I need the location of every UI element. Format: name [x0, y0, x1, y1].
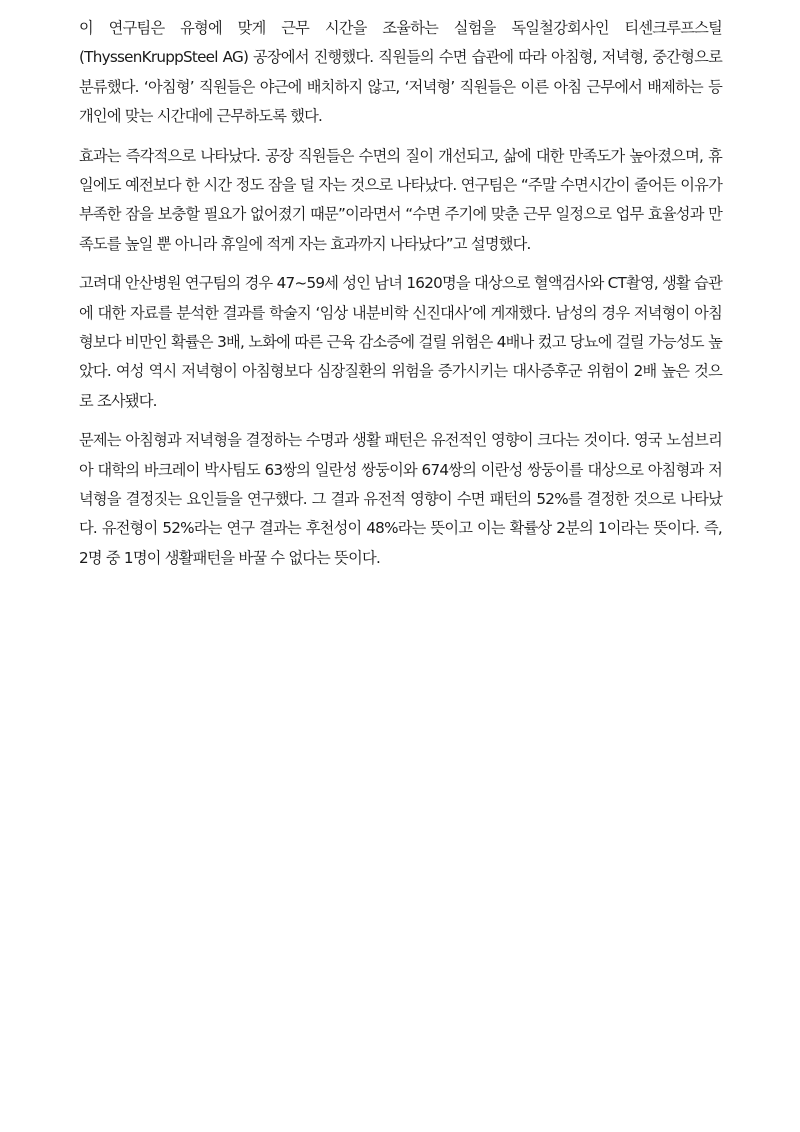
document-body	[79, 14, 722, 583]
paragraph-genetic-influence: 문제는 아침형과 저녁형을 결정하는 수명과 생활 패턴은 유전적인 영향이 크다는 것이다. 영국 노섬브리아 대학의 바크레이 박사팀도 63쌍의 일란성 쌍둥이와 674쌍의 이란성 쌍둥이를 대상으로 아침형과 저녁형을 결정짓는 요인들을 연구했다. 그 결과 유전적 영향이 수면 패턴의 52%를 결정한 것으로 나타났다. 유전형이 52%라는 연구 결과는 후천성이 48%라는 뜻이고 이는 확률상 2분의 1이라는 뜻이다. 즉, 2명 중 1명이 생활패턴을 바꿀 수 없다는 뜻이다.	[79, 431, 722, 567]
paragraph-korea-university-study: 고려대 안산병원 연구팀의 경우 47~59세 성인 남녀 1620명을 대상으로 혈액검사와 CT촬영, 생활 습관에 대한 자료를 분석한 결과를 학술지 ‘임상 내분비학 신진대사’에 게재했다. 남성의 경우 저녁형이 아침형보다 비만인 확률은 3배, 노화에 따른 근육 감소증에 걸릴 위험은 4배나 컸고 당뇨에 걸릴 가능성도 높았다. 여성 역시 저녁형이 아침형보다 심장질환의 위험을 증가시키는 대사증후군 위험이 2배 높은 것으로 조사됐다.	[79, 274, 722, 410]
paragraph-experiment-effects: 효과는 즉각적으로 나타났다. 공장 직원들은 수면의 질이 개선되고, 삶에 대한 만족도가 높아졌으며, 휴일에도 예전보다 한 시간 정도 잠을 덜 자는 것으로 나타났다. 연구팀은 “주말 수면시간이 줄어든 이유가 부족한 잠을 보충할 필요가 없어졌기 때문”이라면서 “수면 주기에 맞춘 근무 일정으로 업무 효율성과 만족도를 높일 뿐 아니라 휴일에 적게 자는 효과까지 나타났다”고 설명했다.	[79, 146, 722, 253]
paragraph-thyssenkrupp-experiment: 이 연구팀은 유형에 맞게 근무 시간을 조율하는 실험을 독일철강회사인 티센크루프스틸(ThyssenKruppSteel AG) 공장에서 진행했다. 직원들의 수면 습관에 따라 아침형, 저녁형, 중간형으로 분류했다. ‘아침형’ 직원들은 야근에 배치하지 않고, ‘저녁형’ 직원들은 이른 아침 근무에서 배제하는 등 개인에 맞는 시간대에 근무하도록 했다.	[79, 19, 722, 125]
